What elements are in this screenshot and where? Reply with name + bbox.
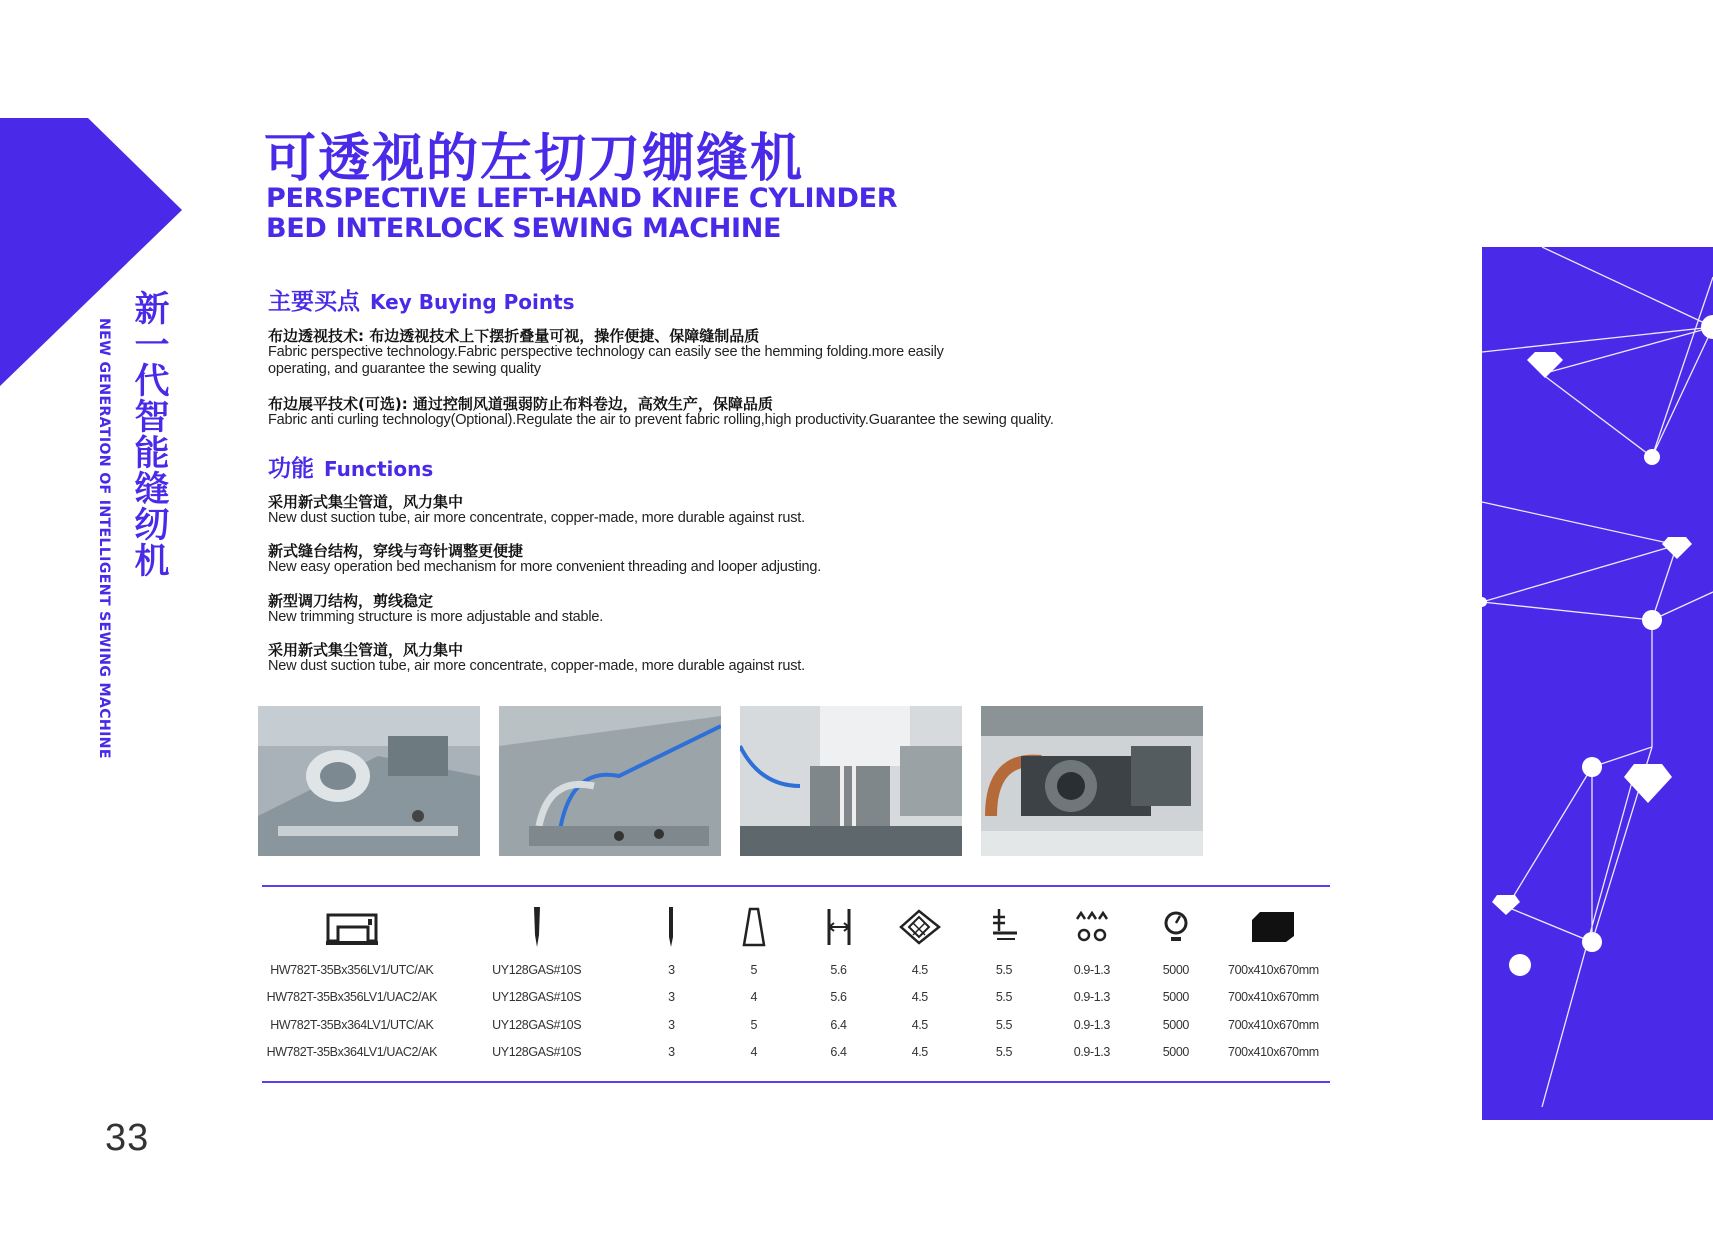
package-box-icon — [1250, 910, 1296, 944]
spec-table-body — [262, 956, 1330, 1066]
table-cell: 4 — [750, 990, 758, 1005]
table-cell: 5000 — [1162, 990, 1189, 1005]
key-points-heading-en: Key Buying Points — [370, 290, 575, 314]
table-cell: UY128GAS#10S — [492, 990, 582, 1005]
page-title-cn: 可透视的左切刀绷缝机 — [264, 129, 805, 189]
function-2-en: New easy operation bed mechanism for more convenient threading and looper adjusting. — [268, 559, 822, 575]
key-point-2-cn: 布边展平技术(可选): 通过控制风道强弱防止布料卷边，高效生产，保障品质 — [268, 395, 773, 413]
table-row — [262, 1011, 1330, 1039]
network-graphic — [1482, 247, 1713, 1120]
machine-photo-1 — [258, 706, 480, 856]
table-cell: 4 — [750, 1045, 758, 1060]
function-1-en: New dust suction tube, air more concentrate, copper-made, more durable against rust. — [268, 510, 805, 526]
presser-foot-icon — [989, 907, 1019, 947]
key-point-2-en: Fabric anti curling technology(Optional).Regulate the air to prevent fabric rolling,high productivity.Guarantee the sewing quality. — [268, 412, 1054, 428]
table-cell: 5 — [750, 962, 758, 977]
function-1-cn: 采用新式集尘管道，风力集中 — [268, 493, 464, 511]
table-bottom-rule — [262, 1081, 1330, 1083]
key-point-1-en-line1: Fabric perspective technology.Fabric perspective technology can easily see the hemming folding.more easily — [268, 344, 944, 360]
node-icon — [1701, 315, 1713, 339]
table-cell: HW782T-35Bx356LV1/UTC/AK — [270, 962, 434, 977]
table-cell: 3 — [668, 1045, 675, 1060]
table-cell: 0.9-1.3 — [1073, 1045, 1110, 1060]
table-cell: 0.9-1.3 — [1073, 990, 1110, 1005]
node-icon — [1644, 449, 1660, 465]
table-row — [262, 956, 1330, 984]
diamond-icon — [1492, 895, 1520, 915]
spec-icon-row — [262, 902, 1330, 956]
table-cell: 5.6 — [830, 962, 847, 977]
single-needle-icon — [665, 905, 677, 949]
diamond-icon — [1662, 537, 1692, 559]
functions-heading-en: Functions — [324, 457, 434, 481]
key-points-heading-cn: 主要买点 — [268, 289, 360, 315]
table-cell: 3 — [668, 990, 675, 1005]
function-3-cn: 新型调刀结构，剪线稳定 — [268, 592, 434, 610]
function-4-cn: 采用新式集尘管道，风力集中 — [268, 641, 464, 659]
page-title-en-line2: BED INTERLOCK SEWING MACHINE — [266, 213, 782, 244]
table-top-rule — [262, 885, 1330, 887]
table-cell: 700x410x670mm — [1228, 1017, 1319, 1032]
functions-heading-cn: 功能 — [268, 456, 314, 482]
table-cell: HW782T-35Bx356LV1/UAC2/AK — [266, 990, 438, 1005]
table-row — [262, 1039, 1330, 1067]
needle-icon — [529, 905, 545, 949]
differential-feed-icon — [1073, 907, 1111, 947]
sewing-machine-icon — [324, 907, 380, 947]
table-cell: 3 — [668, 962, 675, 977]
machine-photo-2 — [499, 706, 721, 856]
table-cell: 5000 — [1162, 1045, 1189, 1060]
table-cell: 4.5 — [911, 990, 928, 1005]
diamond-icon — [1624, 764, 1672, 803]
node-icon — [1582, 757, 1602, 777]
table-cell: 5.5 — [995, 990, 1013, 1005]
node-icon — [1509, 954, 1531, 976]
table-cell: HW782T-35Bx364LV1/UTC/AK — [270, 1017, 434, 1032]
table-cell: 0.9-1.3 — [1073, 962, 1110, 977]
table-cell: 4.5 — [911, 962, 928, 977]
table-cell: 700x410x670mm — [1228, 1045, 1319, 1060]
machine-photo-4 — [981, 706, 1203, 856]
function-4-en: New dust suction tube, air more concentrate, copper-made, more durable against rust. — [268, 658, 805, 674]
table-cell: 3 — [668, 1017, 675, 1032]
decorative-network-panel — [1482, 247, 1713, 1120]
table-cell: UY128GAS#10S — [492, 962, 582, 977]
table-row — [262, 984, 1330, 1012]
functions-heading — [268, 450, 433, 483]
stitch-width-icon — [897, 907, 943, 947]
thread-cone-icon — [742, 907, 766, 947]
side-title-cn: 新一代智能缝纫机 — [129, 290, 169, 578]
key-point-1-en-line2: operating, and guarantee the sewing quality — [268, 361, 541, 377]
table-cell: 5.6 — [830, 990, 847, 1005]
table-cell: 5000 — [1162, 962, 1189, 977]
table-cell: 6.4 — [830, 1017, 847, 1032]
table-cell: 700x410x670mm — [1228, 990, 1319, 1005]
page-number: 33 — [105, 1117, 150, 1159]
side-title-en: NEW GENERATION OF INTELLIGENT SEWING MACHINE — [96, 318, 112, 759]
node-icon — [1582, 932, 1602, 952]
spec-table — [262, 902, 1330, 1066]
node-icon — [1482, 597, 1487, 607]
node-icon — [1642, 610, 1662, 630]
table-cell: 5.5 — [995, 1045, 1013, 1060]
function-2-cn: 新式缝台结构，穿线与弯针调整更便捷 — [268, 542, 524, 560]
needle-gauge-icon — [825, 907, 853, 947]
function-3-en: New trimming structure is more adjustable and stable. — [268, 609, 604, 625]
key-point-1-cn: 布边透视技术: 布边透视技术上下摆折叠量可视，操作便捷、保障缝制品质 — [268, 327, 760, 345]
table-cell: 700x410x670mm — [1228, 962, 1319, 977]
machine-photo-3 — [740, 706, 962, 856]
table-cell: UY128GAS#10S — [492, 1045, 582, 1060]
table-cell: 5000 — [1162, 1017, 1189, 1032]
table-cell: 6.4 — [830, 1045, 847, 1060]
table-cell: 4.5 — [911, 1045, 928, 1060]
table-cell: UY128GAS#10S — [492, 1017, 582, 1032]
table-cell: 5 — [750, 1017, 758, 1032]
table-cell: 0.9-1.3 — [1073, 1017, 1110, 1032]
key-points-heading — [268, 283, 575, 316]
table-cell: HW782T-35Bx364LV1/UAC2/AK — [266, 1045, 438, 1060]
speed-icon — [1162, 907, 1190, 947]
page-title-en-line1: PERSPECTIVE LEFT-HAND KNIFE CYLINDER — [266, 183, 898, 214]
table-cell: 4.5 — [911, 1017, 928, 1032]
diamond-icon — [1527, 352, 1563, 378]
table-cell: 5.5 — [995, 962, 1013, 977]
table-cell: 5.5 — [995, 1017, 1013, 1032]
